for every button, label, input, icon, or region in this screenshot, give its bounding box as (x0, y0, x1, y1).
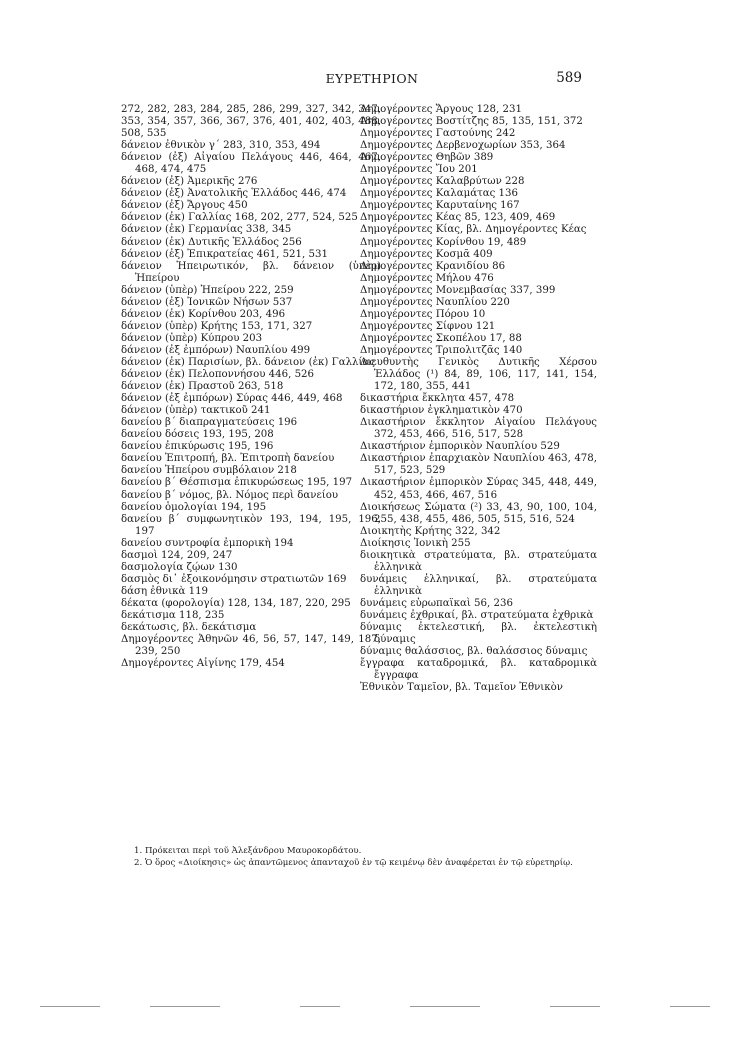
index-entry: ἔγγραφα καταδρομικά, βλ. καταδρομικὰ ἔγγραφα (360, 658, 597, 682)
index-entry: Διοικητὴς Κρήτης 322, 342 (360, 525, 501, 537)
index-entry: Δημογέροντες Κοσμᾶ 409 (360, 248, 493, 260)
index-entry: δάνειον (ἐκ) Κορίνθου 203, 496 (121, 308, 286, 320)
index-entry: Δημογέροντες Κέας 85, 123, 409, 469 (360, 212, 556, 224)
index-entry: δάνειον (ἐξ) Αἰγαίου Πελάγους 446, 464, 467, 468, 474, 475 (121, 152, 381, 176)
index-entry: δανείου δόσεις 193, 195, 208 (121, 429, 274, 441)
index-entry: δάνειον (ἐξ) Ἀνατολικῆς Ἑλλάδος 446, 474 (121, 188, 347, 200)
index-entry: Δημογέροντες Καλαμάτας 136 (360, 188, 518, 200)
index-entry: Δημογέροντες Πόρου 10 (360, 308, 486, 320)
index-entry: δανείου συντροφία ἐμπορικὴ 194 (121, 537, 294, 549)
index-entry: δύναμις ἐκτελεστική, βλ. ἐκτελεστικὴ δύναμις (360, 622, 597, 646)
index-entry: 272, 282, 283, 284, 285, 286, 299, 327, 342, 347, 353, 354, 357, 366, 367, 376, 401, 402, 403, 488, 508, 535 (121, 104, 381, 140)
index-entry: δάνειον (ἐξ) Ἀμερικῆς 276 (121, 176, 258, 188)
index-entry: Δημογέροντες Σίφνου 121 (360, 320, 496, 332)
index-entry: δάνειον (ἐκ) Γερμανίας 338, 345 (121, 224, 292, 236)
index-entry: δανείου ὁμολογίαι 194, 195 (121, 501, 267, 513)
index-entry: δανείου β΄ συμφωνητικὸν 193, 194, 195, 196, 197 (121, 513, 381, 537)
index-entry: δανείου Ἠπείρου συμβόλαιον 218 (121, 465, 297, 477)
index-entry: Διευθυντὴς Γενικὸς Δυτικῆς Χέρσου Ἑλλάδος (¹) 84, 89, 106, 117, 141, 154, 172, 180, 355, 441 (360, 356, 597, 393)
footnote-number: 2. (134, 857, 143, 868)
index-entry: δικαστήρια ἔκκλητα 457, 478 (360, 393, 515, 405)
index-entry: δάνειον (ὑπὲρ) τακτικοῦ 241 (121, 405, 271, 417)
index-entry: δεκάτωσις, βλ. δεκάτισμα (121, 622, 257, 634)
index-entry: δανείου β΄ Θέσπισμα ἐπικυρώσεως 195, 197 (121, 477, 353, 489)
scan-edge-marks (30, 1004, 720, 1010)
index-entry: δάνειον (ἐκ) Πελοποννήσου 446, 526 (121, 369, 315, 381)
index-column-right (360, 104, 597, 694)
index-entry: δυνάμεις ἑλληνικαί, βλ. στρατεύματα ἑλληνικὰ (360, 573, 597, 597)
index-entry: Δημογέροντες Θηβῶν 389 (360, 152, 494, 164)
index-entry: Δημογέροντες Ἀθηνῶν 46, 56, 57, 147, 149, 187, 239, 250 (121, 634, 381, 658)
index-entry: Ἐθνικὸν Ταμεῖον, βλ. Ταμεῖον Ἐθνικὸν (360, 682, 563, 694)
index-entry: Δημογέροντες Βοστίτζης 85, 135, 151, 372 (360, 116, 583, 128)
index-entry: δάνειον (ὑπὲρ) Ἠπείρου 222, 259 (121, 284, 294, 296)
footnote-text: Ὁ ὅρος «Διοίκησις» ὡς ἀπαντῶμενος ἁπανταχοῦ ἐν τῷ κειμένῳ δὲν ἀναφέρεται ἐν τῷ εὑρετηρίῳ. (144, 857, 573, 868)
index-entry: δανείου β΄ νόμος, βλ. Νόμος περὶ δανείου (121, 489, 339, 501)
index-entry: Δικαστήριον ἐμπορικὸν Ναυπλίου 529 (360, 441, 560, 453)
page-number: 589 (556, 70, 582, 86)
index-entry: Δημογέροντες Ἴου 201 (360, 164, 478, 176)
index-entry: Διοίκησις Ἰονικὴ 255 (360, 537, 471, 549)
index-entry: δανείου ἐπικύρωσις 195, 196 (121, 441, 274, 453)
index-entry: δάνειον (ὑπὲρ) Κύπρου 203 (121, 332, 263, 344)
footnotes (122, 846, 590, 869)
index-entry: δάνειον (ἐξ) Ἄργους 450 (121, 200, 248, 212)
index-entry: δάνειον ἐθνικὸν γ΄ 283, 310, 353, 494 (121, 140, 321, 152)
index-entry: Δημογέροντες Μήλου 476 (360, 272, 494, 284)
index-entry: Δημογέροντες Κρανιδίου 86 (360, 260, 506, 272)
index-entry: δάνειον Ἠπειρωτικόν, βλ. δάνειον (ὑπὲρ) Ἠπείρου (121, 260, 381, 284)
index-entry: Δημογέροντες Ἄργους 128, 231 (360, 104, 522, 115)
index-entry: Δημογέροντες Καλαβρύτων 228 (360, 176, 525, 188)
index-entry: δασμοὶ 124, 209, 247 (121, 549, 233, 561)
index-entry: Δικαστήριον ἔκκλητον Αἰγαίου Πελάγους 372, 453, 466, 516, 517, 528 (360, 417, 597, 441)
index-entry: Δημογέροντες Καρυταίνης 167 (360, 200, 520, 212)
index-entry: δάνειον (ὑπὲρ) Κρήτης 153, 171, 327 (121, 320, 313, 332)
footnote-text: Πρόκειται περὶ τοῦ Ἀλεξάνδρου Μαυροκορδάτου. (144, 846, 362, 856)
index-entry: Δημογέροντες Κίας, βλ. Δημογέροντες Κέας (360, 224, 587, 236)
index-column-left (121, 104, 381, 670)
index-entry: Δημογέροντες Δερβενοχωρίων 353, 364 (360, 140, 566, 152)
index-entry: δεκάτισμα 118, 235 (121, 609, 225, 621)
footnote-number: 1. (134, 846, 143, 856)
footnote (122, 846, 590, 858)
index-entry: δάνειον (ἐκ) Γαλλίας 168, 202, 277, 524, 525 (121, 212, 358, 224)
index-entry: Δικαστήριον ἐπαρχιακὸν Ναυπλίου 463, 478, 517, 523, 529 (360, 453, 597, 477)
index-entry: δανείου β΄ διαπραγματεύσεις 196 (121, 417, 298, 429)
index-entry: δάνειον (ἐξ) Ἐπικρατείας 461, 521, 531 (121, 248, 328, 260)
index-entry: δυνάμεις ἐχθρικαί, βλ. στρατεύματα ἐχθρικὰ (360, 609, 594, 621)
footnote (122, 858, 590, 870)
index-entry: δάνειον (ἐξ ἐμπόρων) Ναυπλίου 499 (121, 344, 311, 356)
index-entry: Δημογέροντες Σκοπέλου 17, 88 (360, 332, 522, 344)
index-entry: δάνειον (ἐκ) Πραστοῦ 263, 518 (121, 381, 284, 393)
index-entry: Δημογέροντες Μονεμβασίας 337, 399 (360, 284, 556, 296)
index-entry: δασμολογία ζῴων 130 (121, 561, 238, 573)
index-entry: δάνειον (ἐκ) Παρισίων, βλ. δάνειον (ἐκ) Γαλλίας (121, 356, 376, 368)
index-entry: δάση ἐθνικὰ 119 (121, 585, 209, 597)
page-title: ΕΥΡΕΤΗΡΙΟΝ (325, 71, 419, 86)
index-entry: δέκατα (φορολογία) 128, 134, 187, 220, 295 (121, 597, 351, 609)
index-entry: δασμὸς δι᾽ ἐξοικονόμησιν στρατιωτῶν 169 (121, 573, 347, 585)
index-entry: δικαστήριον ἐγκληματικὸν 470 (360, 405, 523, 417)
index-entry: δύναμις θαλάσσιος, βλ. θαλάσσιος δύναμις (360, 646, 588, 658)
index-entry: δυνάμεις εὐρωπαϊκαὶ 56, 236 (360, 597, 513, 609)
index-entry: Δημογέροντες Αἰγίνης 179, 454 (121, 658, 285, 670)
index-entry: Διοικήσεως Σώματα (²) 33, 43, 90, 100, 104, 255, 438, 455, 486, 505, 515, 516, 524 (360, 501, 597, 525)
index-entry: δάνειον (ἐκ) Δυτικῆς Ἑλλάδος 256 (121, 236, 302, 248)
index-entry: Δικαστήριον ἐμπορικὸν Σύρας 345, 448, 449, 452, 453, 466, 467, 516 (360, 477, 597, 501)
index-entry: Δημογέροντες Τριπολιτζᾶς 140 (360, 344, 523, 356)
index-entry: δανείου Ἐπιτροπή, βλ. Ἐπιτροπὴ δανείου (121, 453, 335, 465)
index-entry: Δημογέροντες Ναυπλίου 220 (360, 296, 510, 308)
index-entry: διοικητικὰ στρατεύματα, βλ. στρατεύματα ἑλληνικὰ (360, 549, 597, 573)
index-entry: δάνειον (ἐξ ἐμπόρων) Σύρας 446, 449, 468 (121, 393, 343, 405)
index-entry: Δημογέροντες Κορίνθου 19, 489 (360, 236, 527, 248)
index-entry: δάνειον (ἐξ) Ἰονικῶν Νήσων 537 (121, 296, 293, 308)
index-entry: Δημογέροντες Γαστούνης 242 (360, 128, 516, 140)
